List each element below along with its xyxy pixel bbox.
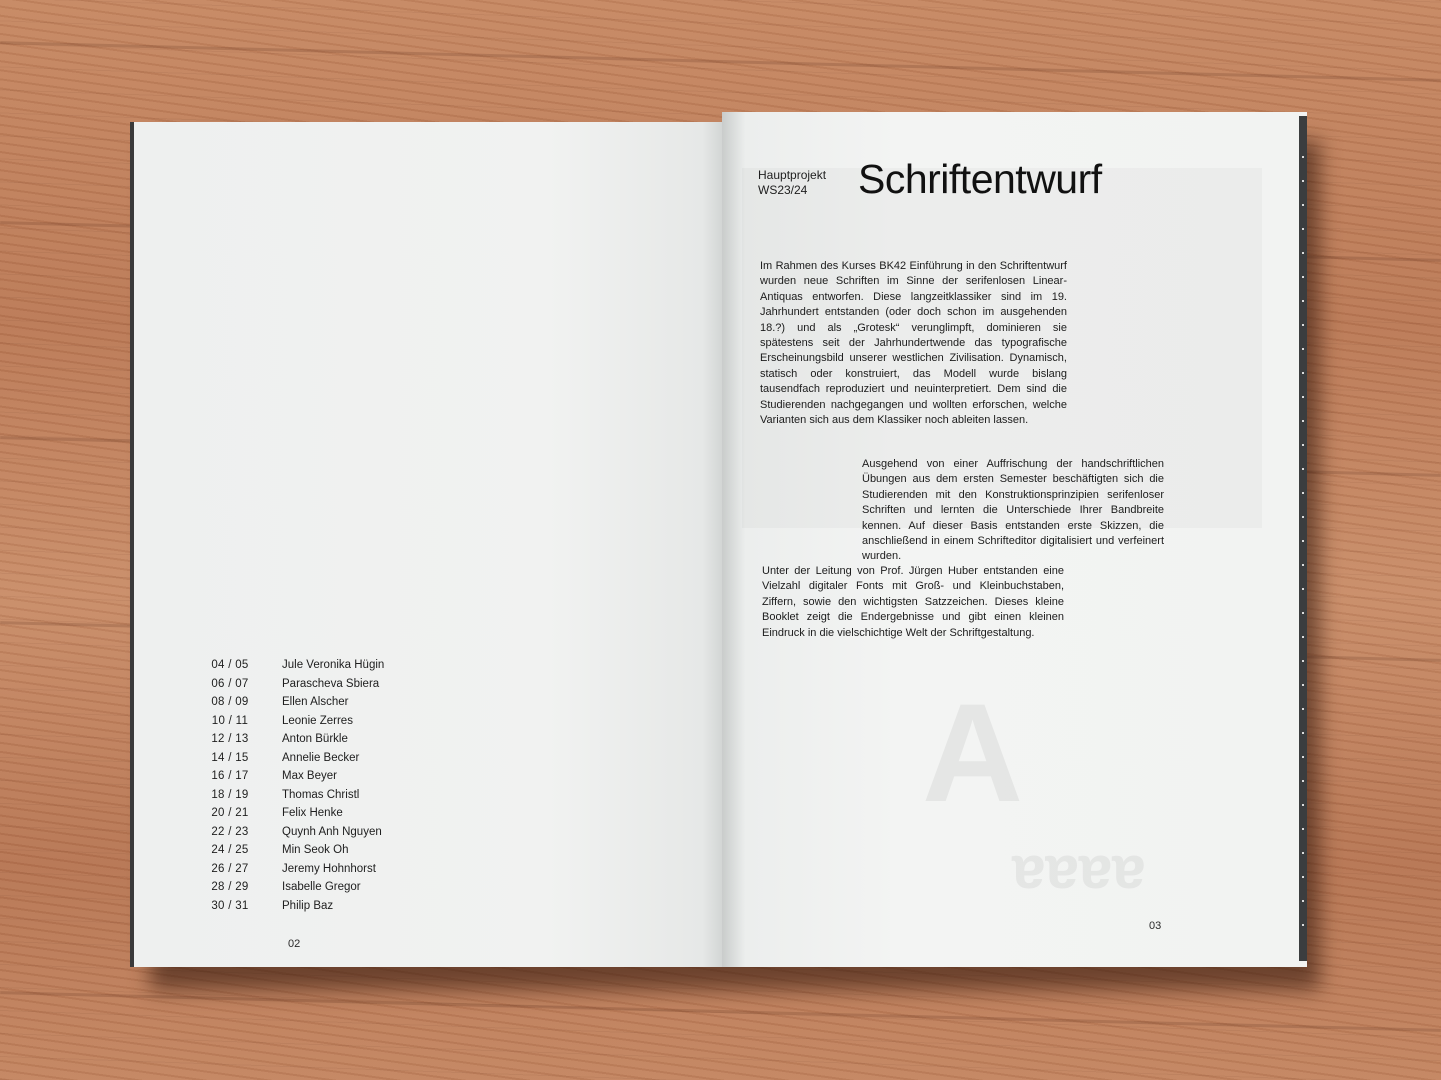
page-title: Schriftentwurf (858, 156, 1102, 202)
show-through-glyphs: aaaa (1012, 843, 1146, 910)
toc-page-range: 04 / 05 (211, 659, 249, 672)
project-kicker (758, 168, 826, 198)
toc-author-name: Leonie Zerres (282, 714, 353, 727)
open-booklet (130, 112, 1315, 967)
edge-dot (1302, 756, 1304, 758)
toc-page-range: 22 / 23 (211, 825, 249, 838)
toc-page-range: 06 / 07 (211, 677, 249, 690)
toc-row (180, 786, 384, 805)
edge-dot (1302, 564, 1304, 566)
edge-dot (1302, 804, 1304, 806)
edge-dot (1302, 204, 1304, 206)
toc-row (180, 767, 384, 786)
edge-dot (1302, 612, 1304, 614)
edge-dot (1302, 180, 1304, 182)
toc-page-range: 20 / 21 (211, 807, 249, 820)
toc-author-name: Jeremy Hohnhorst (282, 862, 376, 875)
booklet-edge (1299, 116, 1307, 961)
toc-page-range: 30 / 31 (211, 899, 249, 912)
edge-dot (1302, 492, 1304, 494)
toc-row (180, 693, 384, 712)
edge-dot (1302, 324, 1304, 326)
table-of-contents (180, 656, 384, 915)
result-paragraph: Unter der Leitung von Prof. Jürgen Huber entstanden eine Vielzahl digitaler Fonts mit Groß- und Kleinbuchstaben, Ziffern, sowie den wichtigsten Satzzeichen. Dieses kleine Booklet zeigt die Endergebnisse und gibt einen kleinen Eindruck in die vielschichtige Welt der Schriftgestaltung. (762, 565, 1064, 639)
intro-paragraph: Im Rahmen des Kurses BK42 Einführung in den Schriftentwurf wurden neue Schriften im Sinne der serifenlosen Linear-Antiquas entworfen. Diese langzeitklassiker sind im 19. Jahrhundert entstanden (oder doch schon im ausgehenden 18.?) und als „Grotesk“ verunglimpft, dominieren sie spätestens seit der Jahrhundertwende das typografische Erscheinungsbild unserer westlichen Zivilisation. Dynamisch, statisch oder konstruiert, das Modell wurde bislang tausendfach reproduziert und neuinterpretiert. Dem sind die Studierenden nachgegangen und wollten erforschen, welche Varianten sich aus dem Klassiker noch ableiten lassen. (760, 260, 1067, 427)
edge-dot (1302, 420, 1304, 422)
toc-author-name: Ellen Alscher (282, 696, 349, 709)
kicker-project: Hauptprojekt (758, 168, 827, 182)
edge-dot (1302, 252, 1304, 254)
edge-dot (1302, 444, 1304, 446)
edge-dot (1302, 684, 1304, 686)
edge-dot (1302, 300, 1304, 302)
toc-author-name: Isabelle Gregor (282, 881, 361, 894)
toc-row (180, 804, 384, 823)
toc-author-name: Quynh Anh Nguyen (282, 825, 382, 838)
toc-author-name: Min Seok Oh (282, 844, 349, 857)
toc-row (180, 730, 384, 749)
toc-page-range: 14 / 15 (211, 751, 249, 764)
toc-row (180, 897, 384, 916)
toc-row (180, 675, 384, 694)
edge-dot (1302, 876, 1304, 878)
toc-row (180, 878, 384, 897)
show-through-letter: A (922, 674, 1024, 831)
toc-page-range: 24 / 25 (211, 844, 249, 857)
toc-row (180, 841, 384, 860)
toc-page-range: 10 / 11 (211, 714, 249, 727)
toc-author-name: Felix Henke (282, 807, 343, 820)
left-page (130, 122, 726, 967)
left-page-number: 02 (288, 938, 301, 950)
edge-dot (1302, 396, 1304, 398)
edge-dot (1302, 468, 1304, 470)
toc-page-range: 18 / 19 (211, 788, 249, 801)
edge-dot (1302, 780, 1304, 782)
toc-page-range: 08 / 09 (211, 696, 249, 709)
toc-page-range: 16 / 17 (211, 770, 249, 783)
edge-dot (1302, 852, 1304, 854)
toc-row (180, 823, 384, 842)
edge-dot (1302, 636, 1304, 638)
edge-dot (1302, 540, 1304, 542)
edge-dot (1302, 828, 1304, 830)
kicker-semester: WS23/24 (758, 183, 808, 197)
edge-dot (1302, 348, 1304, 350)
edge-dot (1302, 924, 1304, 926)
edge-dot (1302, 228, 1304, 230)
toc-row (180, 860, 384, 879)
toc-author-name: Max Beyer (282, 770, 337, 783)
toc-author-name: Thomas Christl (282, 788, 360, 801)
toc-author-name: Anton Bürkle (282, 733, 348, 746)
toc-author-name: Jule Veronika Hügin (282, 659, 385, 672)
toc-page-range: 12 / 13 (211, 733, 249, 746)
toc-page-range: 28 / 29 (211, 881, 249, 894)
edge-dot (1302, 516, 1304, 518)
toc-row (180, 656, 384, 675)
toc-row (180, 712, 384, 731)
toc-author-name: Annelie Becker (282, 751, 360, 764)
edge-dot (1302, 660, 1304, 662)
right-page-number: 03 (1149, 920, 1162, 932)
right-page (722, 112, 1307, 967)
toc-author-name: Parascheva Sbiera (282, 677, 380, 690)
edge-dot (1302, 732, 1304, 734)
edge-dot (1302, 900, 1304, 902)
edge-dot (1302, 588, 1304, 590)
toc-author-name: Philip Baz (282, 899, 334, 912)
edge-dot (1302, 276, 1304, 278)
toc-row (180, 749, 384, 768)
edge-dot (1302, 156, 1304, 158)
toc-page-range: 26 / 27 (211, 862, 249, 875)
edge-dot (1302, 708, 1304, 710)
process-paragraph: Ausgehend von einer Auffrischung der handschriftlichen Übungen aus dem ersten Semester beschäftigten sich die Studierenden mit den Konstruktionsprinzipien serifenloser Schriften und lernten die Unterschiede Ihrer Bandbreite kennen. Auf dieser Basis entstanden erste Skizzen, die anschließend in einem Schrifteditor digitalisiert und verfeinert wurden. (862, 458, 1164, 563)
edge-dot (1302, 372, 1304, 374)
